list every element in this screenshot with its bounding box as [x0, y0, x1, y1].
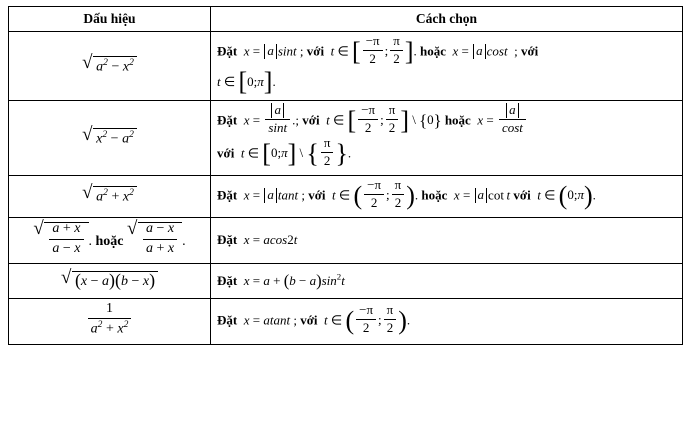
dat-label: Đặt [217, 112, 238, 128]
fraction: $\frac{\pi}{2}$ [386, 103, 399, 136]
choice-line: với t ∈ [0;π] \ { $\frac{\pi}{2}$ }. [217, 134, 352, 168]
radical-sign-icon: √ [82, 52, 93, 74]
radicand [138, 222, 182, 259]
table-header [9, 7, 683, 32]
substitution-table [8, 6, 683, 345]
choice-expression-1 [211, 32, 683, 101]
radicand [44, 222, 88, 259]
choice-expression-4 [211, 217, 683, 263]
choice-line: Đặt x = a tant ; với t ∈ ( $\frac{-\pi}{2}$ ; $\frac{\pi}{2}$ ). hoặc x = a cot t với t ∈ (0;π). [217, 176, 596, 210]
dat-label: Đặt [217, 187, 238, 203]
hoac-label: hoặc [421, 187, 448, 203]
radicand: $x^2 - a^2$ [93, 128, 137, 147]
choice-line: t ∈ [0;π]. [217, 67, 276, 97]
hoac-label: hoặc [419, 43, 446, 59]
voi-label: với [306, 43, 325, 59]
table-body [9, 32, 683, 345]
radical-sign-icon: √ [82, 123, 93, 145]
table-row [9, 32, 683, 101]
sign-expression-5 [9, 263, 211, 298]
fraction: $\frac{-\pi}{2}$ [358, 103, 378, 136]
fraction: $\frac{\pi}{2}$ [392, 178, 405, 211]
radical-sign-icon: √ [127, 217, 138, 239]
voi-label: với [300, 312, 318, 328]
voi-label: với [308, 187, 326, 203]
fraction: $\frac{-\pi}{2}$ [364, 178, 384, 211]
sign-expression-1 [9, 32, 211, 101]
table-row [9, 298, 683, 344]
table-header-row [9, 7, 683, 32]
fraction: $\frac{\pi}{2}$ [390, 34, 403, 67]
voi-label: với [520, 43, 539, 59]
choice-expression-3 [211, 175, 683, 217]
choice-expression-5 [211, 263, 683, 298]
fraction: $\frac{\pi}{2}$ [321, 136, 334, 169]
table-row [9, 263, 683, 298]
interval: [ $\frac{-\pi}{2}$ ; $\frac{\pi}{2}$ ] [347, 101, 409, 135]
interval: ( $\frac{-\pi}{2}$ ; $\frac{\pi}{2}$ ) [345, 301, 407, 335]
abs-a: a [473, 44, 486, 59]
radical-icon [127, 217, 182, 259]
choice-line: Đặt $x = a + (b - a)\sin^2t$ [217, 270, 345, 290]
sign-expression-6 [9, 298, 211, 344]
voi-label: với [217, 145, 235, 161]
hoac-label: hoặc [95, 233, 124, 249]
fraction: $\frac{a}{\sin t}$ [265, 103, 290, 136]
abs-a: a [475, 188, 488, 203]
choice-line: Đặt x = $\frac{a}{\sin t}$ .; với t ∈ [ $\frac{-\pi}{2}$ ; $\frac{\pi}{2}$ ] \ {0} hoặc x = $\frac{a}{\cos t}$ [217, 105, 676, 138]
table-row [9, 175, 683, 217]
fraction: $\frac{a + x}{a - x}$ [49, 221, 83, 256]
interval: ( $\frac{-\pi}{2}$ ; $\frac{\pi}{2}$ ) [353, 176, 415, 210]
voi-label: với [513, 187, 531, 203]
radical-icon [82, 182, 137, 205]
fraction: $\frac{1}{a^2 + x^2}$ [88, 301, 132, 338]
abs-a: a [271, 103, 284, 118]
choice-expression-6 [211, 298, 683, 344]
interval: (0;π) [558, 180, 593, 210]
fraction: $\frac{\pi}{2}$ [384, 303, 397, 336]
abs-a: a [264, 188, 277, 203]
radicand: $a^2 + x^2$ [93, 186, 137, 205]
dat-label: Đặt [217, 312, 238, 328]
interval: [0;π] [238, 67, 273, 97]
radical-icon [33, 217, 88, 259]
table-row [9, 217, 683, 263]
abs-a: a [506, 103, 519, 118]
choice-line: Đặt x = a sint ; với t ∈ [ $\frac{-\pi}{2}$ ; $\frac{\pi}{2}$ ]. hoặc x = a cost ; với [217, 33, 539, 66]
choice-line: Đặt x = atant ; với t ∈ ( $\frac{-\pi}{2}$ ; $\frac{\pi}{2}$ ). [217, 301, 411, 335]
radical-sign-icon: √ [82, 182, 93, 204]
fraction: $\frac{a - x}{a + x}$ [143, 221, 177, 256]
sign-expression-4: √ $\frac{a + x}{a - x}$ . hoặc √ $\frac{a - x}{a + x}$ . [9, 217, 211, 263]
radical-icon [60, 266, 158, 291]
sign-expression-2 [9, 100, 211, 175]
radicand: (x − a)(b − x) [72, 271, 158, 291]
radical-sign-icon: √ [60, 266, 72, 288]
header-choice: Cách chọn [211, 7, 683, 32]
dat-label: Đặt [217, 272, 238, 288]
dat-label: Đặt [217, 232, 238, 248]
radical-sign-icon: √ [33, 217, 44, 239]
radical-icon [82, 52, 137, 75]
table-row [9, 100, 683, 175]
interval: [ $\frac{-\pi}{2}$ ; $\frac{\pi}{2}$ ] [352, 33, 414, 66]
interval: [0;π] [262, 138, 297, 168]
sign-expression-3 [9, 175, 211, 217]
fraction: $\frac{-\pi}{2}$ [356, 303, 376, 336]
dat-label: Đặt [217, 43, 238, 59]
fraction: $\frac{-\pi}{2}$ [363, 34, 383, 67]
choice-expression-2 [211, 100, 683, 175]
radical-icon [82, 123, 137, 147]
header-sign: Dấu hiệu [9, 7, 211, 32]
fraction: $\frac{a}{\cos t}$ [499, 103, 526, 136]
choice-line: Đặt x = acos2t [217, 232, 298, 248]
voi-label: với [302, 112, 320, 128]
hoac-label: hoặc [444, 112, 471, 128]
radicand: $a^2 - x^2$ [93, 56, 137, 75]
abs-a: a [264, 44, 277, 59]
